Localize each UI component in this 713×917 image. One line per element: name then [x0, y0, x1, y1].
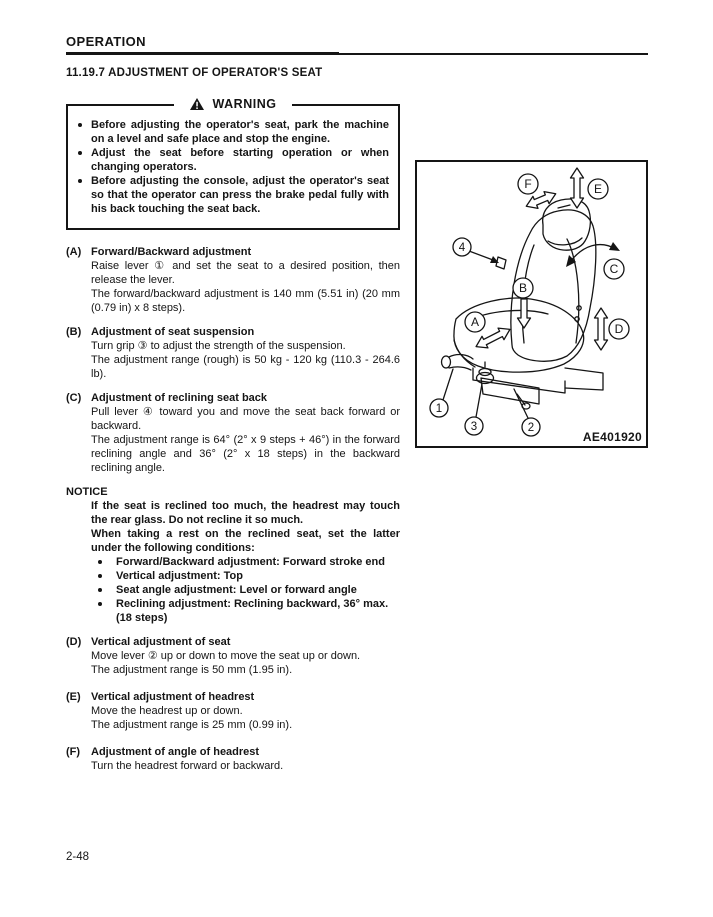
svg-text:B: B	[518, 281, 528, 295]
warning-list	[75, 118, 389, 216]
section-b	[66, 325, 400, 381]
svg-text:A: A	[470, 315, 480, 329]
section-a-paragraph: Raise lever ① and set the seat to a desired position, then release the lever.	[91, 260, 400, 286]
section-c-paragraph: Pull lever ④ toward you and move the seat back forward or backward.	[91, 406, 400, 432]
bullet-icon	[98, 574, 102, 578]
svg-text:4: 4	[458, 242, 466, 254]
callout-c	[604, 259, 624, 279]
section-e-heading	[66, 690, 400, 704]
notice-item	[95, 597, 400, 625]
notice-paragraph: When taking a rest on the reclined seat, set the latter under the following conditions:	[91, 528, 400, 554]
section-heading: 11.19.7 ADJUSTMENT OF OPERATOR'S SEAT	[66, 67, 323, 79]
section-b-title: Adjustment of seat suspension	[91, 326, 255, 338]
arrow-d	[595, 308, 608, 350]
section-f-label: (F)	[66, 746, 81, 758]
section-d-paragraph: The adjustment range is 50 mm (1.95 in).	[91, 664, 293, 676]
section-a	[66, 245, 400, 315]
section-a-heading	[66, 245, 400, 259]
seat-headrest	[543, 199, 591, 250]
warning-triangle-icon	[190, 98, 204, 110]
section-c-paragraph: The adjustment range is 64° (2° x 9 steps + 46°) in the forward reclining angle and 36° (2° x 18 steps) in the backward reclining angle.	[91, 434, 400, 474]
notice-item	[95, 583, 400, 597]
figure-code: AE401920	[582, 430, 642, 444]
arrow-b	[518, 299, 531, 328]
section-b-label: (B)	[66, 326, 82, 338]
section-e-paragraph: The adjustment range is 25 mm (0.99 in).	[91, 719, 293, 731]
warning-item	[75, 118, 389, 146]
section-f	[66, 745, 400, 773]
callout-a	[465, 312, 485, 332]
callout-circles	[430, 174, 629, 436]
bullet-icon	[78, 123, 82, 127]
section-f-title: Adjustment of angle of headrest	[91, 746, 260, 758]
section-c-title: Adjustment of reclining seat back	[91, 392, 268, 404]
svg-text:2: 2	[527, 422, 535, 434]
section-d-title: Vertical adjustment of seat	[91, 636, 231, 648]
page-header	[66, 33, 648, 55]
bullet-icon	[98, 560, 102, 564]
notice-item	[95, 555, 400, 569]
callout-f	[518, 174, 538, 194]
callout-e	[588, 179, 608, 199]
warning-item-text: Adjust the seat before starting operation or when changing operators.	[91, 147, 389, 173]
section-e	[66, 690, 400, 732]
seat-cushion	[454, 298, 584, 372]
page-number: 2-48	[66, 851, 90, 863]
warning-item-text: Before adjusting the operator's seat, park the machine on a level and safe place and stop the engine.	[91, 119, 389, 145]
svg-text:1: 1	[435, 403, 443, 415]
section-c-label: (C)	[66, 392, 82, 404]
callout-2	[522, 418, 540, 436]
notice-list	[95, 555, 400, 625]
notice-item	[95, 569, 400, 583]
svg-text:D: D	[614, 322, 624, 336]
section-a-label: (A)	[66, 246, 82, 258]
section-f-heading	[66, 745, 400, 759]
chapter-title: OPERATION	[66, 34, 339, 55]
callout-1	[430, 399, 448, 417]
notice-item-text: Reclining adjustment: Reclining backward, 36° max. (18 steps)	[116, 598, 389, 624]
bullet-icon	[78, 179, 82, 183]
warning-box	[66, 97, 400, 230]
svg-text:E: E	[593, 182, 603, 196]
notice-title: NOTICE	[66, 486, 108, 498]
notice-item-text: Vertical adjustment: Top	[116, 570, 243, 582]
section-e-label: (E)	[66, 691, 81, 703]
warning-item-text: Before adjusting the console, adjust the operator's seat so that the operator can press the brake pedal fully with his back touching the seat back.	[91, 175, 389, 215]
section-c	[66, 391, 400, 475]
callout-4	[453, 238, 471, 256]
arrow-e	[571, 168, 584, 208]
section-d-label: (D)	[66, 636, 82, 648]
section-d	[66, 635, 400, 677]
header-rule	[66, 53, 648, 55]
warning-title-text: WARNING	[212, 97, 277, 111]
section-a-title: Forward/Backward adjustment	[91, 246, 252, 258]
warning-box-title	[68, 97, 398, 114]
callout-b	[513, 278, 533, 298]
notice-item-text: Seat angle adjustment: Level or forward angle	[116, 584, 357, 596]
warning-item	[75, 174, 389, 216]
bullet-icon	[98, 588, 102, 592]
section-b-paragraph: Turn grip ③ to adjust the strength of the suspension.	[91, 340, 346, 352]
section-d-paragraph: Move lever ② up or down to move the seat up or down.	[91, 650, 361, 662]
warning-item	[75, 146, 389, 174]
section-e-title: Vertical adjustment of headrest	[91, 691, 255, 703]
section-e-paragraph: Move the headrest up or down.	[91, 705, 243, 717]
svg-text:C: C	[609, 262, 619, 276]
notice-item-text: Forward/Backward adjustment: Forward stroke end	[116, 556, 385, 568]
section-c-heading	[66, 391, 400, 405]
section-d-heading	[66, 635, 400, 649]
notice-block	[66, 485, 400, 625]
text-column	[66, 66, 400, 783]
section-f-paragraph: Turn the headrest forward or backward.	[91, 760, 284, 772]
svg-text:F: F	[524, 177, 532, 191]
bullet-icon	[78, 151, 82, 155]
callout-d	[609, 319, 629, 339]
notice-paragraph: If the seat is reclined too much, the headrest may touch the rear glass. Do not recline it so much.	[91, 500, 400, 526]
bullet-icon	[98, 602, 102, 606]
section-b-heading	[66, 325, 400, 339]
section-b-paragraph: The adjustment range (rough) is 50 kg - 120 kg (110.3 - 264.6 lb).	[91, 354, 400, 380]
seat-illustration	[417, 162, 646, 446]
section-a-paragraph: The forward/backward adjustment is 140 mm (5.51 in) (20 mm (0.79 in) x 8 steps).	[91, 288, 400, 314]
svg-text:3: 3	[470, 421, 478, 433]
seat-base	[454, 340, 603, 409]
callout-3	[465, 417, 483, 435]
seat-diagram-figure	[415, 160, 648, 448]
